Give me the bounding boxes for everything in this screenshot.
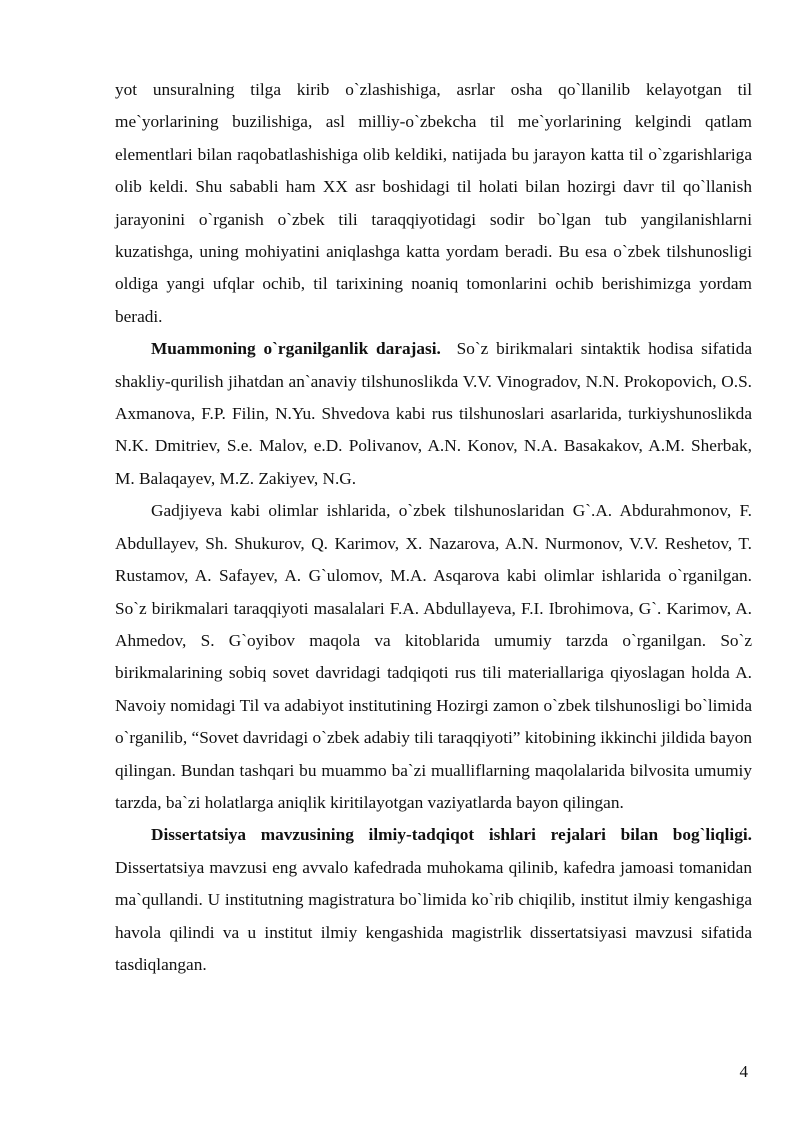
page-number: 4	[739, 1062, 748, 1081]
paragraph-research-plan	[115, 819, 752, 981]
document-page	[115, 74, 752, 981]
section-heading-study-level: Muammoning o`rganilganlik darajasi.	[151, 339, 441, 359]
paragraph-research-plan-body: Dissertatsiya mavzusi eng avvalo kafedrada muhokama qilinib, kafedra jamoasi tomanidan ma`qullandi. U institutning magistratura bo`limida ko`rib chiqilib, institut ilmiy kengashiga havola qilindi va u institut ilmiy kengashida magistrlik dissertatsiyasi mavzusi sifatida tasdiqlangan.	[115, 857, 752, 974]
paragraph-uzbek-linguists: Gadjiyeva kabi olimlar ishlarida, o`zbek tilshunoslaridan G`.A. Abdurahmonov, F. Abdullayev, Sh. Shukurov, Q. Karimov, X. Nazarova, A.N. Nurmonov, V.V. Reshetov, T. Rustamov, A. Safayev, A. G`ulomov, M.A. Asqarova kabi olimlar ishlarida o`rganilgan. So`z birikmalari taraqqiyoti masalalari F.A. Abdullayeva, F.I. Ibrohimova, G`. Karimov, A. Ahmedov, S. G`oyibov maqola va kitoblarida umumiy tarzda o`rganilgan. So`z birikmalarining sobiq sovet davridagi tadqiqoti rus tili materiallariga qiyoslagan holda A. Navoiy nomidagi Til va adabiyot institutining Hozirgi zamon o`zbek tilshunosligi bo`limida o`rganilib, “Sovet davridagi o`zbek adabiy tili taraqqiyoti” kitobining ikkinchi jildida bayon qilingan. Bundan tashqari bu muammo ba`zi mualliflarning maqolalarida bilvosita umumiy tarzda, ba`zi holatlarga aniqlik kiritilayotgan vaziyatlarda bayon qilingan.	[115, 501, 752, 812]
paragraph-intro: yot unsuralning tilga kirib o`zlashishiga, asrlar osha qo`llanilib kelayotgan til me`yorlarining buzilishiga, asl milliy-o`zbekcha til me`yorlarining kelgindi qatlam elementlari bilan raqobatlashishiga olib keldiki, natijada bu jarayon katta til o`zgarishlariga olib keldi. Shu sababli ham XX asr boshidagi til holati bilan hozirgi davr til qo`llanish jarayonini o`rganish o`zbek tili taraqqiyotidagi sodir bo`lgan tub yangilanishlarni kuzatishga, uning mohiyatini aniqlashga katta yordam beradi. Bu esa o`zbek tilshunosligi oldiga yangi ufqlar ochib, til tarixining noaniq tomonlarini ochib berishimizga yordam beradi.	[115, 80, 752, 326]
paragraph-study-level-body: So`z birikmalari sintaktik hodisa sifatida shakliy-qurilish jihatdan an`anaviy tilshunoslikda V.V. Vinogradov, N.N. Prokopovich, O.S. Axmanova, F.P. Filin, N.Yu. Shvedova kabi rus tilshunoslari asarlarida, turkiyshunoslikda N.K. Dmitriev, S.e. Malov, e.D. Polivanov, A.N. Konov, N.A. Basakakov, A.M. Sherbak, M. Balaqayev, M.Z. Zakiyev, N.G.	[115, 339, 753, 488]
section-heading-research-plan: Dissertatsiya mavzusining ilmiy-tadqiqot ishlari rejalari bilan bog`liqligi.	[151, 825, 752, 845]
paragraph-study-level	[115, 333, 752, 495]
